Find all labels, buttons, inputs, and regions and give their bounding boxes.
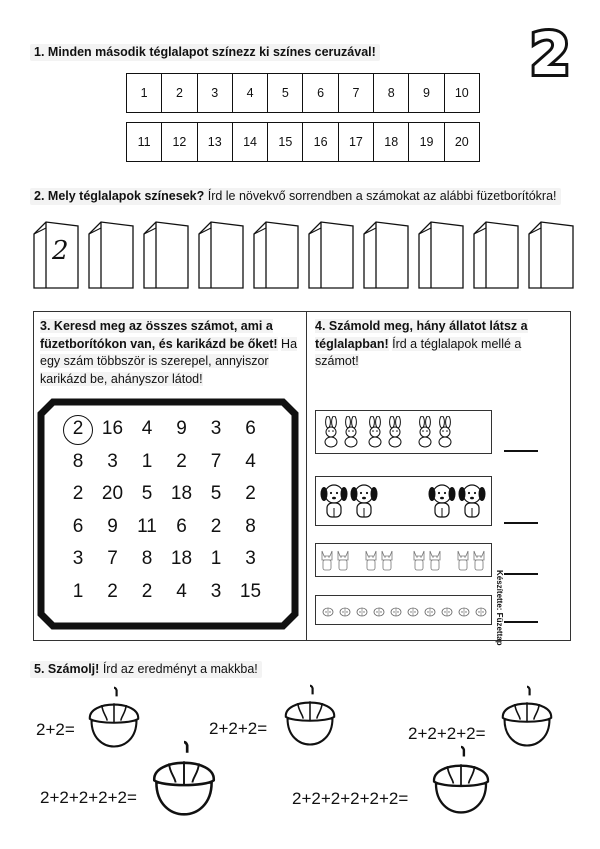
grid-number[interactable]: 20 <box>101 483 124 504</box>
cat-icon <box>320 548 334 577</box>
answer-line[interactable] <box>504 522 538 524</box>
page-number: 2 <box>530 20 571 88</box>
number-cell[interactable]: 7 <box>339 74 374 112</box>
grid-number[interactable]: 2 <box>210 515 222 537</box>
task3-text <box>40 318 298 388</box>
task1-number: 1. <box>34 45 45 59</box>
grid-number[interactable]: 3 <box>107 450 118 472</box>
grid-number[interactable]: 5 <box>141 483 153 504</box>
credit-text: Készítette: Füzettap <box>495 570 504 646</box>
grid-number[interactable]: 9 <box>107 515 118 537</box>
grid-number[interactable]: 3 <box>245 548 256 569</box>
grid-number[interactable]: 1 <box>141 450 153 472</box>
number-cell[interactable]: 14 <box>233 123 268 161</box>
sum-2: 2+2+2= <box>209 719 268 738</box>
number-cell[interactable]: 6 <box>303 74 338 112</box>
grid-number[interactable]: 15 <box>239 580 262 602</box>
sum-3: 2+2+2+2= <box>408 724 486 743</box>
ladybug-icon <box>322 604 334 622</box>
animal-boxes <box>315 400 545 630</box>
animal-box-cat <box>315 543 492 577</box>
ladybug-icon <box>424 604 436 622</box>
notebook-cover[interactable] <box>142 220 190 290</box>
task4-title: Számold meg, hány állatot látsz a téglalapban! <box>315 319 528 351</box>
grid-number[interactable]: 4 <box>176 580 187 602</box>
number-cell[interactable]: 19 <box>409 123 444 161</box>
number-cell[interactable]: 10 <box>454 86 469 100</box>
number-cell[interactable]: 16 <box>303 123 338 161</box>
notebook-cover[interactable] <box>472 220 520 290</box>
grid-number[interactable]: 6 <box>176 515 187 537</box>
cat-icon <box>336 548 350 577</box>
task2-heading <box>30 188 561 205</box>
task1-title: Minden második téglalapot színezz ki színes ceruzával! <box>47 45 376 59</box>
grid-number[interactable]: 2 <box>107 580 118 602</box>
number-cell[interactable]: 13 <box>198 123 233 161</box>
rabbit-icon <box>342 416 360 453</box>
task4-instruction: Írd a téglalapok mellé a számot! <box>315 336 522 368</box>
section-divider <box>306 311 307 641</box>
task5-instruction: Írd az eredményt a makkba! <box>102 662 258 676</box>
number-cell[interactable]: 18 <box>374 123 409 161</box>
number-cell[interactable]: 9 <box>409 74 444 112</box>
task3-number: 3. <box>40 319 51 333</box>
rabbit-icon <box>322 416 340 453</box>
dog-icon <box>458 482 486 525</box>
grid-number[interactable]: 2 <box>141 580 153 602</box>
task2-title: Mely téglalapok színesek? <box>47 189 205 203</box>
dog-icon <box>428 482 456 525</box>
grid-number[interactable]: 6 <box>72 515 84 537</box>
cat-icon <box>380 548 394 577</box>
example-circle <box>63 415 93 445</box>
rabbit-icon <box>366 416 384 453</box>
task4-text <box>315 318 545 371</box>
dog-icon <box>350 482 378 525</box>
number-cell[interactable]: 4 <box>233 74 268 112</box>
grid-number[interactable]: 3 <box>210 418 222 439</box>
notebook-covers <box>32 220 572 290</box>
number-cell[interactable]: 3 <box>198 74 233 112</box>
cat-icon <box>364 548 378 577</box>
number-cell[interactable]: 2 <box>162 74 197 112</box>
grid-number[interactable]: 7 <box>210 450 222 472</box>
grid-number[interactable]: 8 <box>245 515 256 537</box>
task3-instruction: Ha egy szám többször is szerepel, annyiszor karikázd be, ahányszor látod! <box>40 336 298 386</box>
grid-number[interactable]: 4 <box>141 418 153 439</box>
cat-icon <box>472 548 486 577</box>
acorn-answer-box[interactable] <box>501 685 553 755</box>
sum-1: 2+2= <box>36 720 75 739</box>
sum-5: 2+2+2+2+2+2= <box>292 789 409 808</box>
number-cell[interactable]: 20 <box>454 135 469 149</box>
notebook-cover[interactable] <box>252 220 300 290</box>
number-cell[interactable]: 15 <box>268 123 303 161</box>
ladybug-icon <box>373 604 385 622</box>
answer-line[interactable] <box>504 621 538 623</box>
number-row-2 <box>126 122 480 162</box>
acorn-answer-box[interactable] <box>88 686 140 756</box>
task5-heading <box>30 661 262 678</box>
ladybug-icon <box>441 604 453 622</box>
number-row-1 <box>126 73 480 113</box>
grid-number[interactable]: 2 <box>72 418 84 439</box>
task2-instruction: Írd le növekvő sorrendben a számokat az alábbi füzetborítókra! <box>207 189 557 203</box>
grid-number[interactable]: 5 <box>210 483 222 504</box>
number-cell[interactable]: 17 <box>339 123 374 161</box>
grid-number[interactable]: 18 <box>170 548 193 569</box>
grid-number[interactable]: 11 <box>137 515 157 537</box>
task3-title: Keresd meg az összes számot, ami a füzetborítókon van, és karikázd be őket! <box>40 319 278 351</box>
task1-heading <box>30 44 380 61</box>
animal-box-ladybug <box>315 595 492 625</box>
grid-number[interactable]: 18 <box>170 483 193 504</box>
acorn-answer-box[interactable] <box>432 745 490 823</box>
notebook-cover[interactable] <box>527 220 575 290</box>
grid-number[interactable]: 3 <box>72 548 84 569</box>
sum-4: 2+2+2+2+2= <box>40 788 137 807</box>
ladybug-icon <box>407 604 419 622</box>
number-cell[interactable]: 11 <box>127 123 162 161</box>
grid-number[interactable]: 2 <box>72 483 84 504</box>
rabbit-icon <box>416 416 434 453</box>
notebook-cover[interactable] <box>197 220 245 290</box>
grid-number[interactable]: 2 <box>176 450 187 472</box>
notebook-cover[interactable] <box>307 220 355 290</box>
number-cell[interactable]: 5 <box>268 74 303 112</box>
ladybug-icon <box>390 604 402 622</box>
answer-line[interactable] <box>504 573 538 575</box>
number-cell[interactable]: 1 <box>127 74 162 112</box>
grid-number[interactable]: 8 <box>72 450 84 472</box>
task4-number: 4. <box>315 319 326 333</box>
task5-title: Számolj! <box>47 662 100 676</box>
notebook-cover[interactable] <box>87 220 135 290</box>
number-cell[interactable]: 12 <box>162 123 197 161</box>
grid-number[interactable]: 1 <box>72 580 84 602</box>
rabbit-icon <box>436 416 454 453</box>
animal-box-dog <box>315 476 492 526</box>
cat-icon <box>428 548 442 577</box>
ladybug-icon <box>339 604 351 622</box>
grid-number[interactable]: 16 <box>101 418 124 439</box>
notebook-cover[interactable] <box>362 220 410 290</box>
grid-number[interactable]: 4 <box>245 450 256 472</box>
grid-number[interactable]: 7 <box>107 548 118 569</box>
grid-number[interactable]: 8 <box>141 548 153 569</box>
cat-icon <box>412 548 426 577</box>
rabbit-icon <box>386 416 404 453</box>
ladybug-icon <box>475 604 487 622</box>
grid-number[interactable]: 2 <box>245 483 256 504</box>
grid-number[interactable]: 3 <box>210 580 222 602</box>
answer-line[interactable] <box>504 450 538 452</box>
acorn-answer-box[interactable] <box>284 684 336 754</box>
grid-number[interactable]: 9 <box>176 418 187 439</box>
animal-box-rabbit <box>315 410 492 454</box>
number-cell[interactable]: 8 <box>374 74 409 112</box>
notebook-cover[interactable] <box>417 220 465 290</box>
number-grid <box>37 398 299 630</box>
ladybug-icon <box>458 604 470 622</box>
task2-number: 2. <box>34 189 45 203</box>
grid-number[interactable]: 6 <box>245 418 256 439</box>
task5-number: 5. <box>34 662 45 676</box>
acorn-answer-box[interactable] <box>152 740 216 826</box>
cat-icon <box>456 548 470 577</box>
notebook-example-answer: 2 <box>52 236 69 266</box>
dog-icon <box>320 482 348 525</box>
grid-number[interactable]: 1 <box>210 548 222 569</box>
ladybug-icon <box>356 604 368 622</box>
